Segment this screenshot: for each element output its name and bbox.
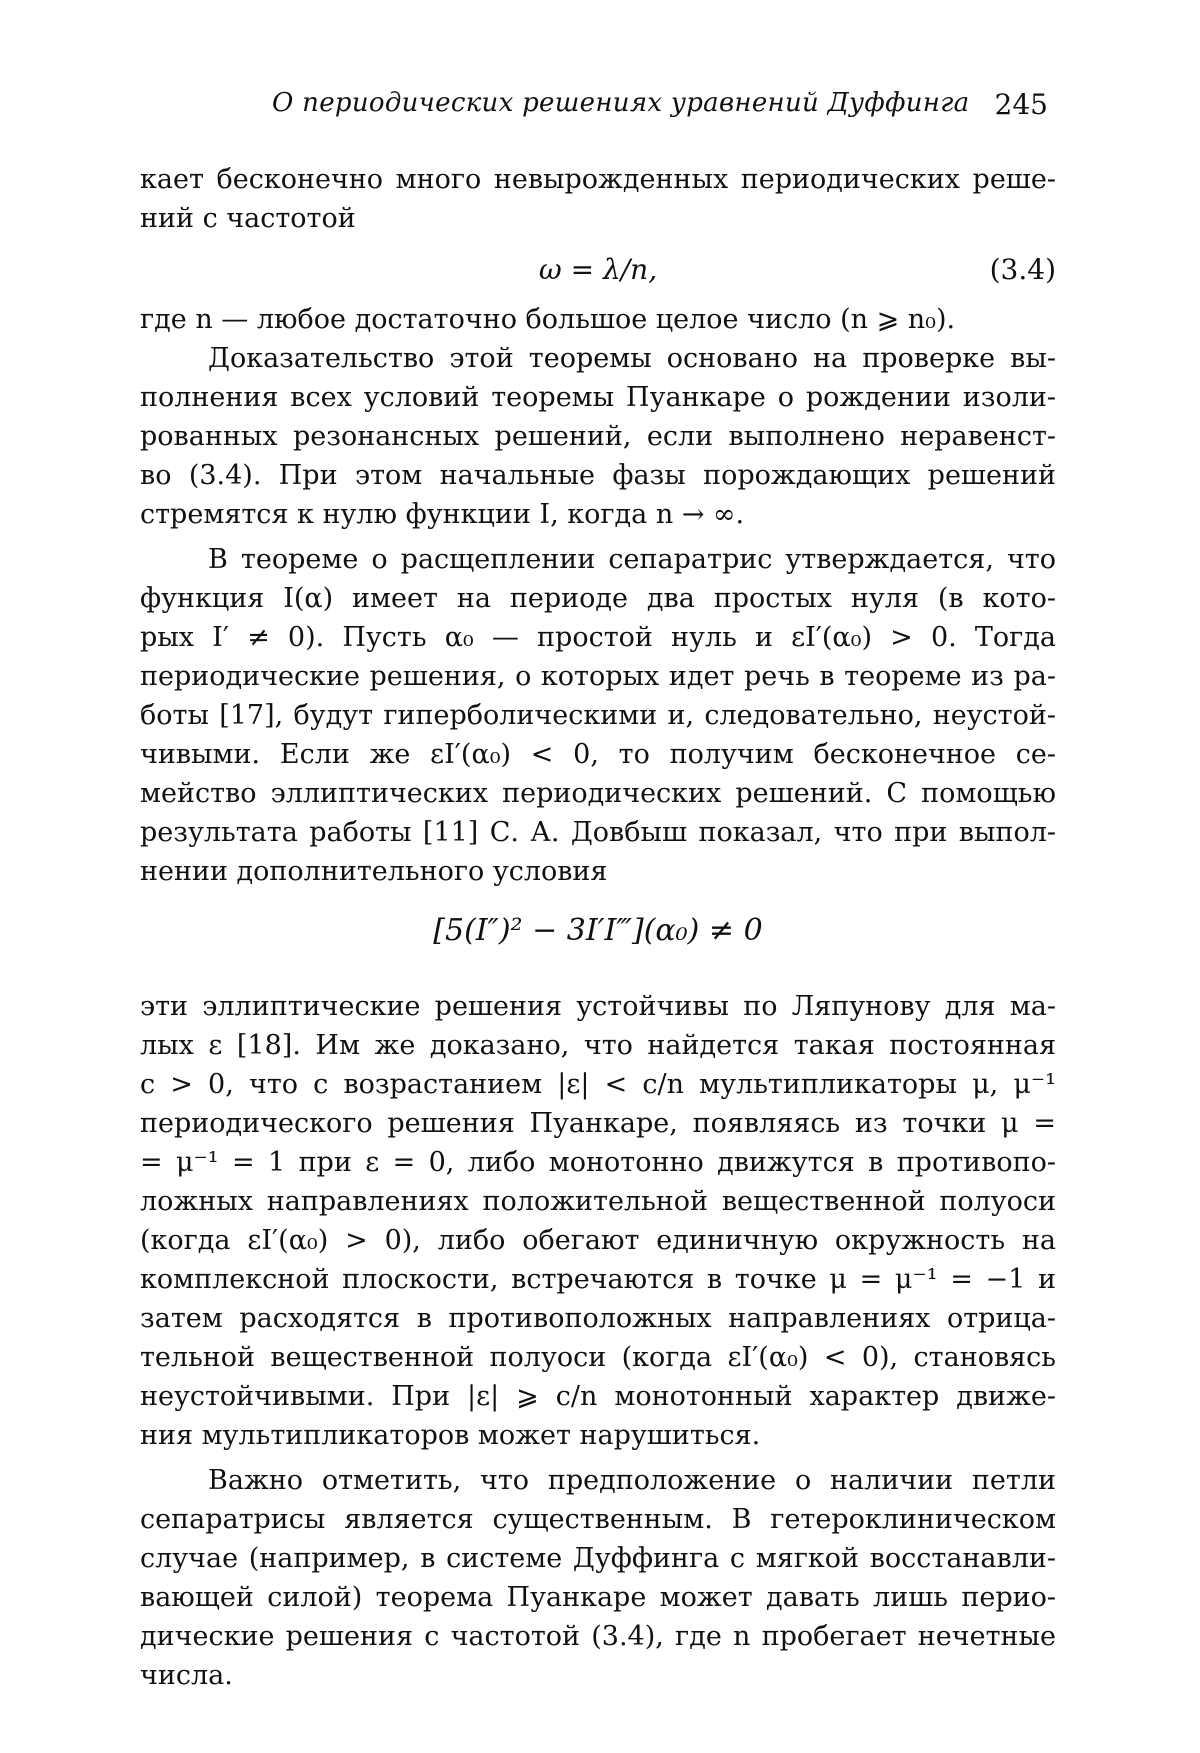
text-line: кает бесконечно много невырожденных периодических реше- [140,160,1056,199]
text-line: (когда εI′(α₀) > 0), либо обегают единичную окружность на [140,1221,1056,1260]
paragraph-continuation [140,160,1056,238]
text-line: боты [17], будут гиперболическими и, следовательно, неустой- [140,696,1056,735]
text-line: ложных направлениях положительной вещественной полуоси [140,1182,1056,1221]
equation-formula: ω = λ/n, [140,250,1056,289]
text-line: чивыми. Если же εI′(α₀) < 0, то получим бесконечное се- [140,735,1056,774]
text-line: дические решения с частотой (3.4), где n пробегает нечетные [140,1617,1056,1656]
text-line: c > 0, что с возрастанием |ε| < c/n мультипликаторы μ, μ⁻¹ [140,1065,1056,1104]
text-line: рых I′ ≠ 0). Пусть α₀ — простой нуль и εI′(α₀) > 0. Тогда [140,618,1056,657]
text-line: комплексной плоскости, встречаются в точке μ = μ⁻¹ = −1 и [140,1260,1056,1299]
text-line: тельной вещественной полуоси (когда εI′(α₀) < 0), становясь [140,1338,1056,1377]
equation-3-4 [140,238,1056,300]
text-line: во (3.4). При этом начальные фазы порождающих решений [140,456,1056,495]
equation-formula: [5(I″)² − 3I′I‴](α₀) ≠ 0 [140,911,1056,950]
text-line: стремятся к нулю функции I, когда n → ∞. [140,495,1056,534]
text-line: Доказательство этой теоремы основано на проверке вы- [140,339,1056,378]
text-line: случае (например, в системе Дуффинга с мягкой восстанавли- [140,1539,1056,1578]
paragraph-proof [140,339,1056,534]
paragraph-heteroclinic [140,1461,1056,1695]
text-line: ния мультипликаторов может нарушиться. [140,1416,1056,1455]
text-line: = μ⁻¹ = 1 при ε = 0, либо монотонно движутся в противопо- [140,1143,1056,1182]
text-line: функция I(α) имеет на периоде два простых нуля (в кото- [140,579,1056,618]
text-line: Важно отметить, что предположение о наличии петли [140,1461,1056,1500]
text-line: лых ε [18]. Им же доказано, что найдется такая постоянная [140,1026,1056,1065]
text-line: полнения всех условий теоремы Пуанкаре о рождении изоли- [140,378,1056,417]
text-line: В теореме о расщеплении сепаратрис утверждается, что [140,540,1056,579]
text-line: неустойчивыми. При |ε| ⩾ c/n монотонный характер движе- [140,1377,1056,1416]
text-line: периодического решения Пуанкаре, появляясь из точки μ = [140,1104,1056,1143]
body-text [140,160,1056,1695]
paragraph-where [140,300,1056,339]
page-number: 245 [995,88,1048,121]
text-line: где n — любое достаточно большое целое число (n ⩾ n₀). [140,300,1056,339]
equation-condition [140,891,1056,987]
text-line: результата работы [11] С. А. Довбыш показал, что при выпол- [140,813,1056,852]
running-title: О периодических решениях уравнений Дуффинга [272,88,969,118]
text-line: мейство эллиптических периодических решений. С помощью [140,774,1056,813]
text-line: рованных резонансных решений, если выполнено неравенст- [140,417,1056,456]
text-line: числа. [140,1656,1056,1695]
text-line: периодические решения, о которых идет речь в теореме из ра- [140,657,1056,696]
text-line: нении дополнительного условия [140,852,1056,891]
page-header [140,88,1056,128]
text-line: затем расходятся в противоположных направлениях отрица- [140,1299,1056,1338]
text-line: вающей силой) теорема Пуанкаре может давать лишь перио- [140,1578,1056,1617]
paragraph-stability [140,987,1056,1455]
text-line: ний с частотой [140,199,1056,238]
text-line: эти эллиптические решения устойчивы по Ляпунову для ма- [140,987,1056,1026]
paragraph-separatrix [140,540,1056,891]
text-line: сепаратрисы является существенным. В гетероклиническом [140,1500,1056,1539]
equation-number: (3.4) [990,250,1056,289]
